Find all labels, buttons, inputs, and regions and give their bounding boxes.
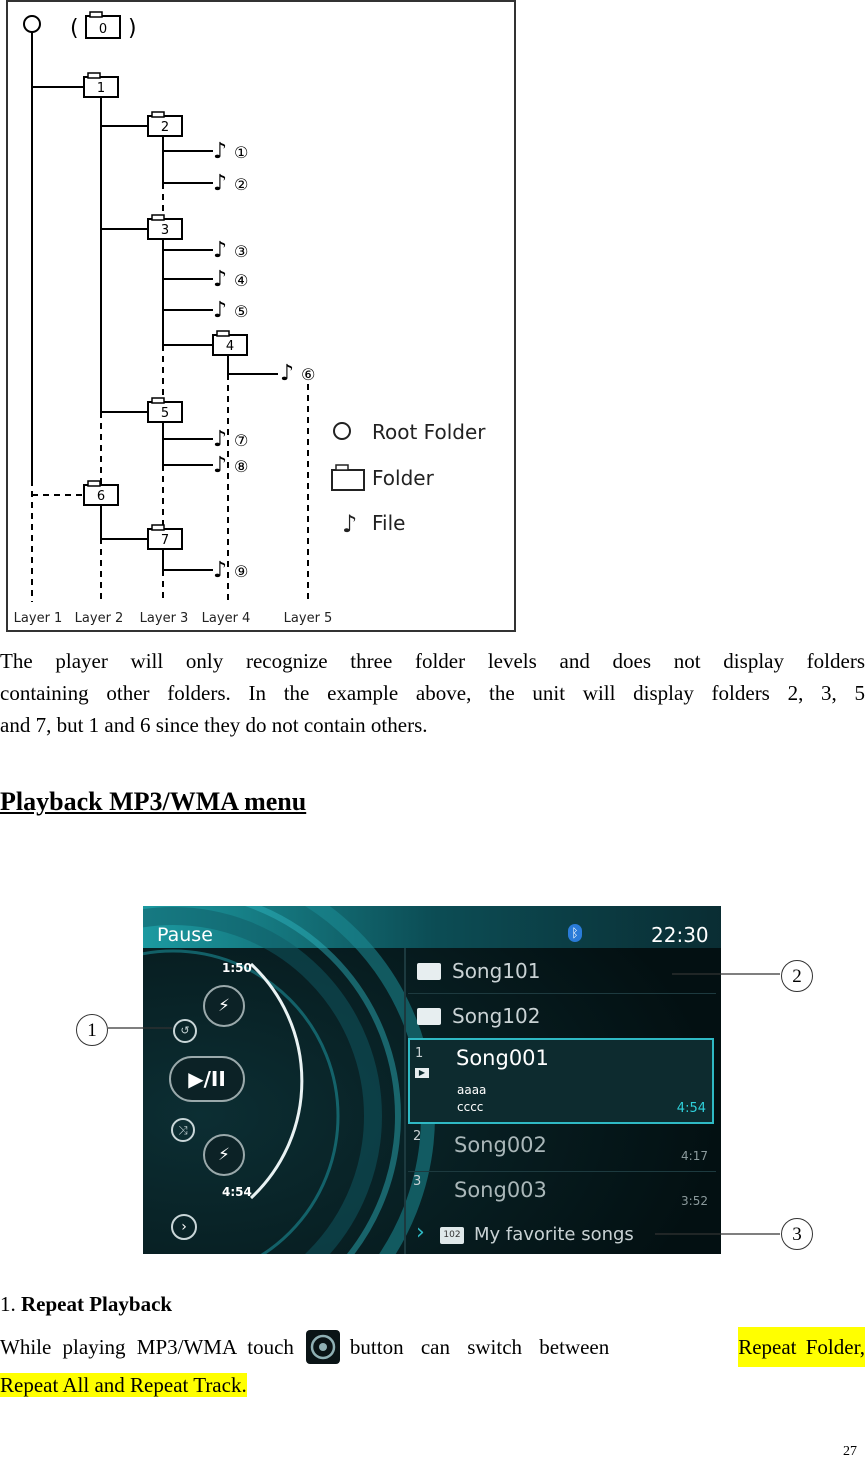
music-note-icon: ♪: [213, 171, 228, 196]
item-number: 1.: [0, 1292, 16, 1316]
chevron-right-icon: ›: [416, 1220, 425, 1245]
svg-text:File: File: [372, 511, 406, 535]
current-folder-name: My favorite songs: [474, 1224, 634, 1245]
folder-name: Song102: [452, 1004, 541, 1028]
root-folder-icon: [24, 16, 40, 32]
svg-text:4: 4: [225, 339, 235, 354]
svg-text:Layer 5: Layer 5: [283, 611, 333, 626]
current-folder-bar[interactable]: [408, 1218, 716, 1254]
skip-next-icon: ⚡: [218, 1145, 230, 1165]
music-note-icon: ♪: [213, 238, 228, 263]
root-folder-box: [86, 12, 120, 38]
svg-text:5: 5: [160, 406, 170, 421]
svg-text:⑤: ⑤: [234, 302, 249, 321]
folder-icon: [148, 215, 182, 239]
music-note-icon: ♪: [213, 267, 228, 292]
folder-icon: [148, 525, 182, 549]
play-pause-button[interactable]: [169, 1056, 245, 1102]
svg-text:Layer 2: Layer 2: [74, 611, 124, 626]
folder-legend-icon: [332, 465, 364, 490]
repeat-icon: ↺: [180, 1024, 190, 1037]
track-duration: 3:52: [681, 1194, 708, 1208]
folder-tree: [8, 2, 518, 634]
folder-structure-diagram: [6, 0, 516, 632]
skip-previous-icon: ⚡: [218, 996, 230, 1016]
legend: [332, 420, 486, 538]
folder-icon: [213, 331, 247, 355]
svg-text:(: (: [70, 16, 79, 41]
track-index: 1: [415, 1046, 424, 1061]
music-note-icon: ♪: [280, 361, 295, 386]
track-name: Song002: [454, 1133, 547, 1157]
svg-text:⑧: ⑧: [234, 457, 249, 476]
description-text: While playing MP3/WMA touch: [0, 1335, 294, 1359]
callout-3: 3: [781, 1218, 813, 1250]
svg-text:): ): [128, 16, 137, 41]
prev-button[interactable]: [203, 985, 245, 1027]
shuffle-icon: ⤨: [178, 1123, 188, 1137]
track-index: 3: [413, 1174, 422, 1189]
svg-text:②: ②: [234, 175, 249, 194]
paragraph-line: and 7, but 1 and 6 since they do not contain others.: [0, 713, 428, 737]
section-title: Playback MP3/WMA menu: [0, 787, 307, 816]
shuffle-button[interactable]: [171, 1118, 195, 1142]
repeat-icon: [306, 1330, 340, 1364]
paragraph-line: containing other folders. In the example above, the unit will display folders 2, 3, 5: [0, 681, 865, 705]
folder-icon: [148, 112, 182, 136]
track-album: cccc: [457, 1100, 484, 1114]
list-item-selected[interactable]: [408, 1038, 714, 1124]
folder-name: Song101: [452, 959, 541, 983]
file-legend-icon: ♪: [342, 510, 358, 538]
folder-icon: [84, 481, 118, 505]
track-index: 2: [413, 1129, 422, 1144]
svg-text:⑥: ⑥: [301, 365, 316, 384]
svg-text:3: 3: [160, 223, 170, 238]
elapsed-time: 1:50: [222, 961, 252, 975]
list-item-track[interactable]: [408, 1172, 716, 1216]
list-item-folder[interactable]: [408, 996, 716, 1038]
expand-button[interactable]: [171, 1214, 197, 1240]
track-name: Song001: [456, 1046, 549, 1070]
svg-text:0: 0: [98, 22, 108, 37]
folder-badge: 102: [440, 1227, 464, 1244]
svg-text:①: ①: [234, 143, 249, 162]
total-time: 4:54: [222, 1185, 252, 1199]
next-button[interactable]: [203, 1134, 245, 1176]
item-title: Repeat Playback: [21, 1292, 173, 1316]
svg-text:6: 6: [96, 489, 106, 504]
folder-icon: [148, 398, 182, 422]
highlight-text: Repeat Folder,: [738, 1327, 865, 1367]
folder-icon: [417, 963, 441, 980]
item-heading: [0, 1288, 865, 1320]
item-description: [0, 1327, 865, 1367]
music-note-icon: ♪: [213, 139, 228, 164]
track-name: Song003: [454, 1178, 547, 1202]
folder-icon: [84, 73, 118, 97]
list-item-folder[interactable]: [408, 951, 716, 994]
svg-text:③: ③: [234, 242, 249, 261]
highlight-text: Repeat All and Repeat Track.: [0, 1373, 247, 1397]
svg-text:7: 7: [160, 533, 170, 548]
page-number: 27: [843, 1444, 857, 1459]
play-pause-icon: ▶/II: [188, 1067, 226, 1091]
folder-icon: [417, 1008, 441, 1025]
music-note-icon: ♪: [213, 558, 228, 583]
repeat-button[interactable]: [173, 1019, 197, 1043]
svg-text:⑨: ⑨: [234, 562, 249, 581]
music-note-icon: ♪: [213, 427, 228, 452]
player-screen: [143, 906, 721, 1254]
clock: 22:30: [651, 923, 709, 947]
track-duration: 4:17: [681, 1149, 708, 1163]
description-text: button can switch between: [349, 1335, 610, 1359]
svg-text:Root Folder: Root Folder: [372, 420, 486, 444]
chevron-right-icon: ›: [181, 1219, 187, 1235]
svg-text:④: ④: [234, 271, 249, 290]
list-item-track[interactable]: [408, 1127, 716, 1172]
track-artist: aaaa: [457, 1083, 487, 1097]
music-note-icon: ♪: [213, 298, 228, 323]
root-folder-legend-icon: [334, 423, 350, 439]
callout-1: 1: [76, 1014, 108, 1046]
music-note-icon: ♪: [213, 453, 228, 478]
track-duration: 4:54: [676, 1101, 706, 1116]
svg-text:Layer 1: Layer 1: [13, 611, 63, 626]
svg-text:1: 1: [96, 81, 106, 96]
bluetooth-icon: ᛒ: [568, 924, 582, 942]
callout-2: 2: [781, 960, 813, 992]
status-text: Pause: [157, 924, 213, 946]
svg-text:Folder: Folder: [372, 466, 434, 490]
now-playing-icon: ▶: [415, 1068, 429, 1078]
paragraph-line: The player will only recognize three folder levels and does not display folders: [0, 649, 865, 673]
svg-text:Layer 3: Layer 3: [139, 611, 189, 626]
svg-text:Layer 4: Layer 4: [201, 611, 251, 626]
item-description-cont: [0, 1369, 865, 1401]
svg-text:⑦: ⑦: [234, 431, 249, 450]
svg-text:2: 2: [160, 120, 170, 135]
